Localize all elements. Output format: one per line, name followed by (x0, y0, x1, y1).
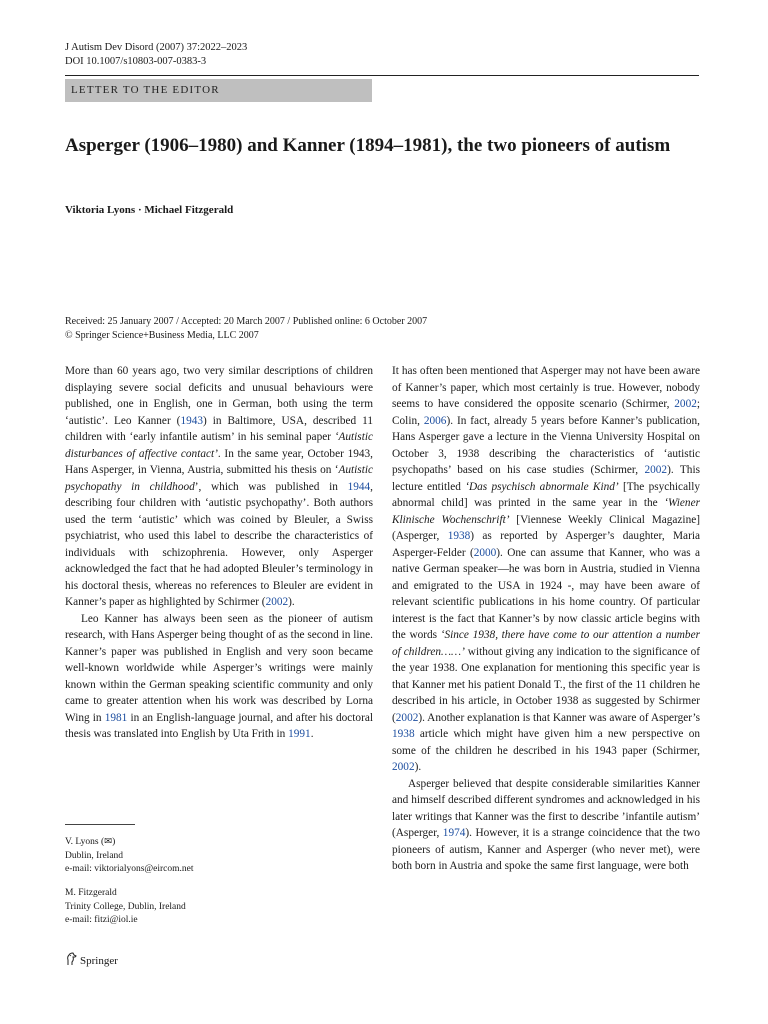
journal-header (65, 41, 247, 69)
italic-text: Autistic psychopathy in childhood (65, 464, 373, 493)
citation-link[interactable]: 2002 (265, 596, 289, 608)
citation-link[interactable]: 1938 (447, 530, 471, 542)
publisher-footer (65, 952, 118, 969)
citation-link[interactable]: 1944 (347, 480, 371, 493)
body-paragraph (65, 611, 373, 743)
citation-link[interactable]: 1991 (288, 728, 311, 740)
publication-info (65, 315, 427, 343)
italic-text: ‘Autistic disturbances of affective contact’ (65, 431, 373, 460)
author-1-name: V. Lyons (✉) (65, 837, 116, 847)
italic-text: ‘Since 1938, there have come to our attention a number of children……’ (392, 629, 700, 658)
body-text: without giving any indication to the significance of the year 1938. One explanation for mentioning this specific year is that Kanner met his patient Donald T., the first of the 11 children he described in his article, in October 1938 as suggested by Schirmer ( (392, 645, 701, 724)
body-paragraph (392, 363, 700, 776)
citation-link[interactable]: 2000 (473, 546, 497, 559)
body-text: ). This lecture entitled (392, 464, 700, 493)
citation-link[interactable]: 2002 (392, 761, 415, 773)
citation-link[interactable]: 2002 (395, 711, 419, 724)
body-text: ; Colin, (392, 398, 700, 427)
author-2-email[interactable]: e-mail: fitzi@iol.ie (65, 915, 138, 925)
body-text: in an English-language journal, and after his doctoral thesis was translated into English by Uta Frith in (65, 711, 373, 740)
body-text: ). In fact, already 5 years before Kanner’s publication, Hans Asperger gave a lecture in the Vienna University Hospital on October 3, 1938 describing the characteristics of ‘autistic psychopaths’ based on his case studies (Schirmer, (392, 414, 700, 476)
italic-text: ‘Das psychisch abnormale Kind’ (465, 480, 619, 493)
citation-link[interactable]: 1943 (180, 414, 204, 427)
citation-link[interactable]: 1938 (392, 728, 415, 740)
body-column-right (392, 363, 700, 875)
body-paragraph (65, 363, 373, 611)
article-title: Asperger (1906–1980) and Kanner (1894–1981), the two pioneers of autism (65, 135, 671, 156)
header-rule (65, 75, 699, 76)
body-text: It has often been mentioned that Asperger may not have been aware of Kanner’s paper, which most certainly is true. However, nobody seems to have considered the opposite scenario (Schirmer, (392, 365, 700, 410)
publisher-name: Springer (80, 954, 118, 967)
author-1-email[interactable]: e-mail: viktorialyons@eircom.net (65, 864, 194, 874)
body-text: ). However, it is a strange coincidence that the two pioneers of autism, Kanner and Asperger (who never met), were both born in Austria and spoke the same first language, were both (392, 827, 700, 872)
section-label: LETTER TO THE EDITOR (65, 79, 372, 102)
body-text: [Viennese Weekly Clinical Magazine] (Asperger, (392, 513, 700, 542)
citation-link[interactable]: 1974 (442, 827, 466, 839)
body-text: ’, which was published in (194, 480, 348, 493)
body-text: ) in Baltimore, USA, described 11 children with ‘early infantile autism’ in his seminal paper (65, 414, 373, 443)
author-2-name: M. Fitzgerald (65, 888, 117, 898)
author-affiliation-1 (65, 836, 194, 877)
author-affiliation-2 (65, 887, 186, 928)
body-text: article which might have given him a new perspective on some of the children he described in his 1943 paper (Schirmer, (392, 728, 700, 757)
author-1-location: Dublin, Ireland (65, 850, 124, 861)
body-text: Asperger believed that despite considerable similarities Kanner and himself described different syndromes and acknowledged in his later writings that Kanner was the first to describe ’infantile autism’ (Asperger, (392, 777, 700, 839)
springer-horse-logo-icon (65, 952, 77, 969)
citation-link[interactable]: 1981 (104, 711, 128, 724)
body-text: [The psychically abnormal child] was printed in the same year in the (392, 480, 701, 509)
footnote-rule (65, 824, 135, 825)
body-text: . In the same year, October 1943, Hans Asperger, in Vienna, Austria, submitted his thesis on ‘ (65, 447, 373, 476)
copyright-line: © Springer Science+Business Media, LLC 2007 (65, 330, 259, 341)
body-text: More than 60 years ago, two very similar descriptions of children displaying severe social deficits and unusual behaviours were published, one in English, one in German, both using the term ‘autistic’. Leo Kanner ( (65, 365, 373, 427)
doi-line: DOI 10.1007/s10803-007-0383-3 (65, 56, 207, 67)
body-text: . (310, 728, 314, 740)
body-text: Leo Kanner has always been seen as the pioneer of autism research, with Hans Asperger being thought of as the second in line. Kanner’s paper was published in English and very soon became well-known worldwide while Asperger’s writings were mainly known within the German speaking scientific community and only came to greater attention when his work was described by Lorna Wing in (65, 612, 373, 724)
citation-link[interactable]: 2002 (644, 464, 668, 476)
author-2-location: Trinity College, Dublin, Ireland (65, 901, 186, 912)
body-text: ). One can assume that Kanner, who was a native German speaker—he was born in Austria, studied in Vienna and emigrated to the USA in 1924 -, may have been aware of relevant scientific publications in his home country. Of particular interest is the fact that Kanner’s by now classic article begins with the words (392, 546, 700, 641)
publication-dates: Received: 25 January 2007 / Accepted: 20 March 2007 / Published online: 6 October 2007 (65, 316, 428, 327)
body-text: , describing four children with ‘autistic psychopathy’. Both authors used the term ‘autistic’ which was coined by Bleuler, a Swiss psychiatrist, who used this label to describe the characteristics of individuals with schizophrenia. However, only Asperger acknowledged the fact that he had adopted Bleuler’s terminology in his doctoral thesis, whereas no references to Bleuler are evident in Kanner’s paper as highlighted by Schirmer ( (65, 480, 373, 608)
journal-citation: J Autism Dev Disord (2007) 37:2022–2023 (65, 42, 248, 53)
citation-link[interactable]: 2002 (674, 398, 697, 410)
body-text: ) as reported by Asperger’s daughter, Maria Asperger-Felder ( (392, 530, 700, 559)
citation-link[interactable]: 2006 (423, 414, 447, 427)
body-text: ). (414, 761, 422, 773)
body-text: ). Another explanation is that Kanner was aware of Asperger’s (418, 711, 700, 724)
italic-text: ‘Wiener Klinische Wochenschrift’ (392, 497, 700, 526)
body-text: ). (288, 596, 295, 608)
body-paragraph (392, 776, 700, 875)
author-list: Viktoria Lyons · Michael Fitzgerald (65, 204, 234, 216)
body-column-left (65, 363, 373, 743)
